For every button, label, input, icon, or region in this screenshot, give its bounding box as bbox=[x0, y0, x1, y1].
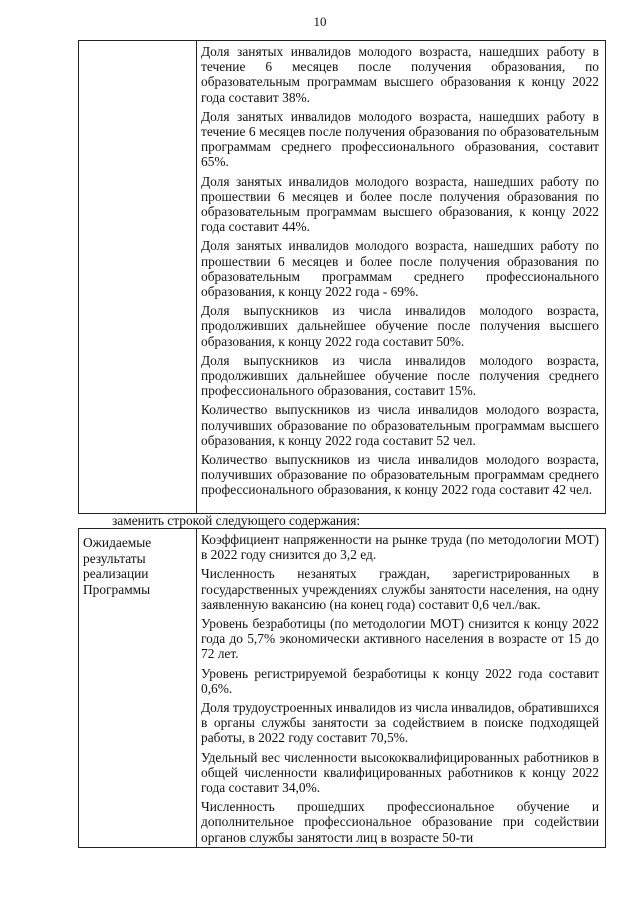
indicator-paragraph: Доля занятых инвалидов молодого возраста, нашедших работу по прошествии 6 месяцев и более после получения образования по образовательным программам высшего образования, к концу 2022 года составит 44%. bbox=[201, 173, 599, 235]
indicator-paragraph: Доля выпускников из числа инвалидов молодого возраста, продолживших дальнейшее обучение после получения среднего профессионального образования, составит 15%. bbox=[201, 352, 599, 399]
table-left-cell bbox=[79, 41, 197, 513]
indicator-paragraph: Доля выпускников из числа инвалидов молодого возраста, продолживших дальнейшее обучение после получения высшего образования, к концу 2022 года составит 50%. bbox=[201, 303, 599, 349]
result-paragraph: Численность прошедших профессиональное обучение и дополнительное профессиональное образование при содействии органов службы занятости лиц в возрасте 50-ти bbox=[201, 799, 599, 845]
result-paragraph: Удельный вес численности высококвалифицированных работников в общей численности квалифицированных работников к концу 2022 года составит 34,0%. bbox=[201, 749, 599, 796]
result-paragraph: Коэффициент напряженности на рынке труда (по методологии МОТ) в 2022 году снизится до 3,2 ед. bbox=[201, 532, 599, 563]
table-right-cell bbox=[197, 41, 605, 513]
table-continuation bbox=[78, 40, 606, 514]
indicator-paragraph: Количество выпускников из числа инвалидов молодого возраста, получивших образование по образовательным программам среднего профессионального образования, к концу 2022 года составит 42 чел. bbox=[201, 452, 599, 498]
expected-results-header: Ожидаемые результаты реализации Программы bbox=[83, 535, 152, 597]
result-paragraph: Уровень безработицы (по методологии МОТ) снизится к концу 2022 года до 5,7% экономически активного населения в возрасте от 15 до 72 лет. bbox=[201, 616, 599, 662]
indicator-paragraph: Доля занятых инвалидов молодого возраста, нашедших работу в течение 6 месяцев после получения образования по образовательным программам среднего профессионального образования, составит 65%. bbox=[201, 108, 599, 170]
indicator-paragraph: Доля занятых инвалидов молодого возраста, нашедших работу по прошествии 6 месяцев и более после получения образования по образовательным программам среднего профессионального образования, к концу 2022 года - 69%. bbox=[201, 238, 599, 300]
indicator-paragraph: Доля занятых инвалидов молодого возраста, нашедших работу в течение 6 месяцев после получения образования, по образовательным программам высшего образования к концу 2022 года составит 38%. bbox=[201, 44, 599, 105]
result-paragraph: Доля трудоустроенных инвалидов из числа инвалидов, обратившихся в органы службы занятости за содействием в поиске подходящей работы, в 2022 году составит 70,5%. bbox=[201, 700, 599, 746]
table-left-cell bbox=[79, 529, 197, 847]
result-paragraph: Численность незанятых граждан, зарегистрированных в государственных учреждениях службы занятости населения, на одну заявленную вакансию (на конец года) составит 0,6 чел./вак. bbox=[201, 566, 599, 612]
indicator-paragraph: Количество выпускников из числа инвалидов молодого возраста, получивших образование по образовательным программам высшего образования, к концу 2022 года составит 52 чел. bbox=[201, 402, 599, 448]
replace-instruction: заменить строкой следующего содержания: bbox=[112, 513, 361, 528]
result-paragraph: Уровень регистрируемой безработицы к концу 2022 года составит 0,6%. bbox=[201, 665, 599, 696]
page-number: 10 bbox=[313, 14, 327, 29]
table-new-content bbox=[78, 528, 606, 848]
table-right-cell bbox=[197, 529, 605, 847]
